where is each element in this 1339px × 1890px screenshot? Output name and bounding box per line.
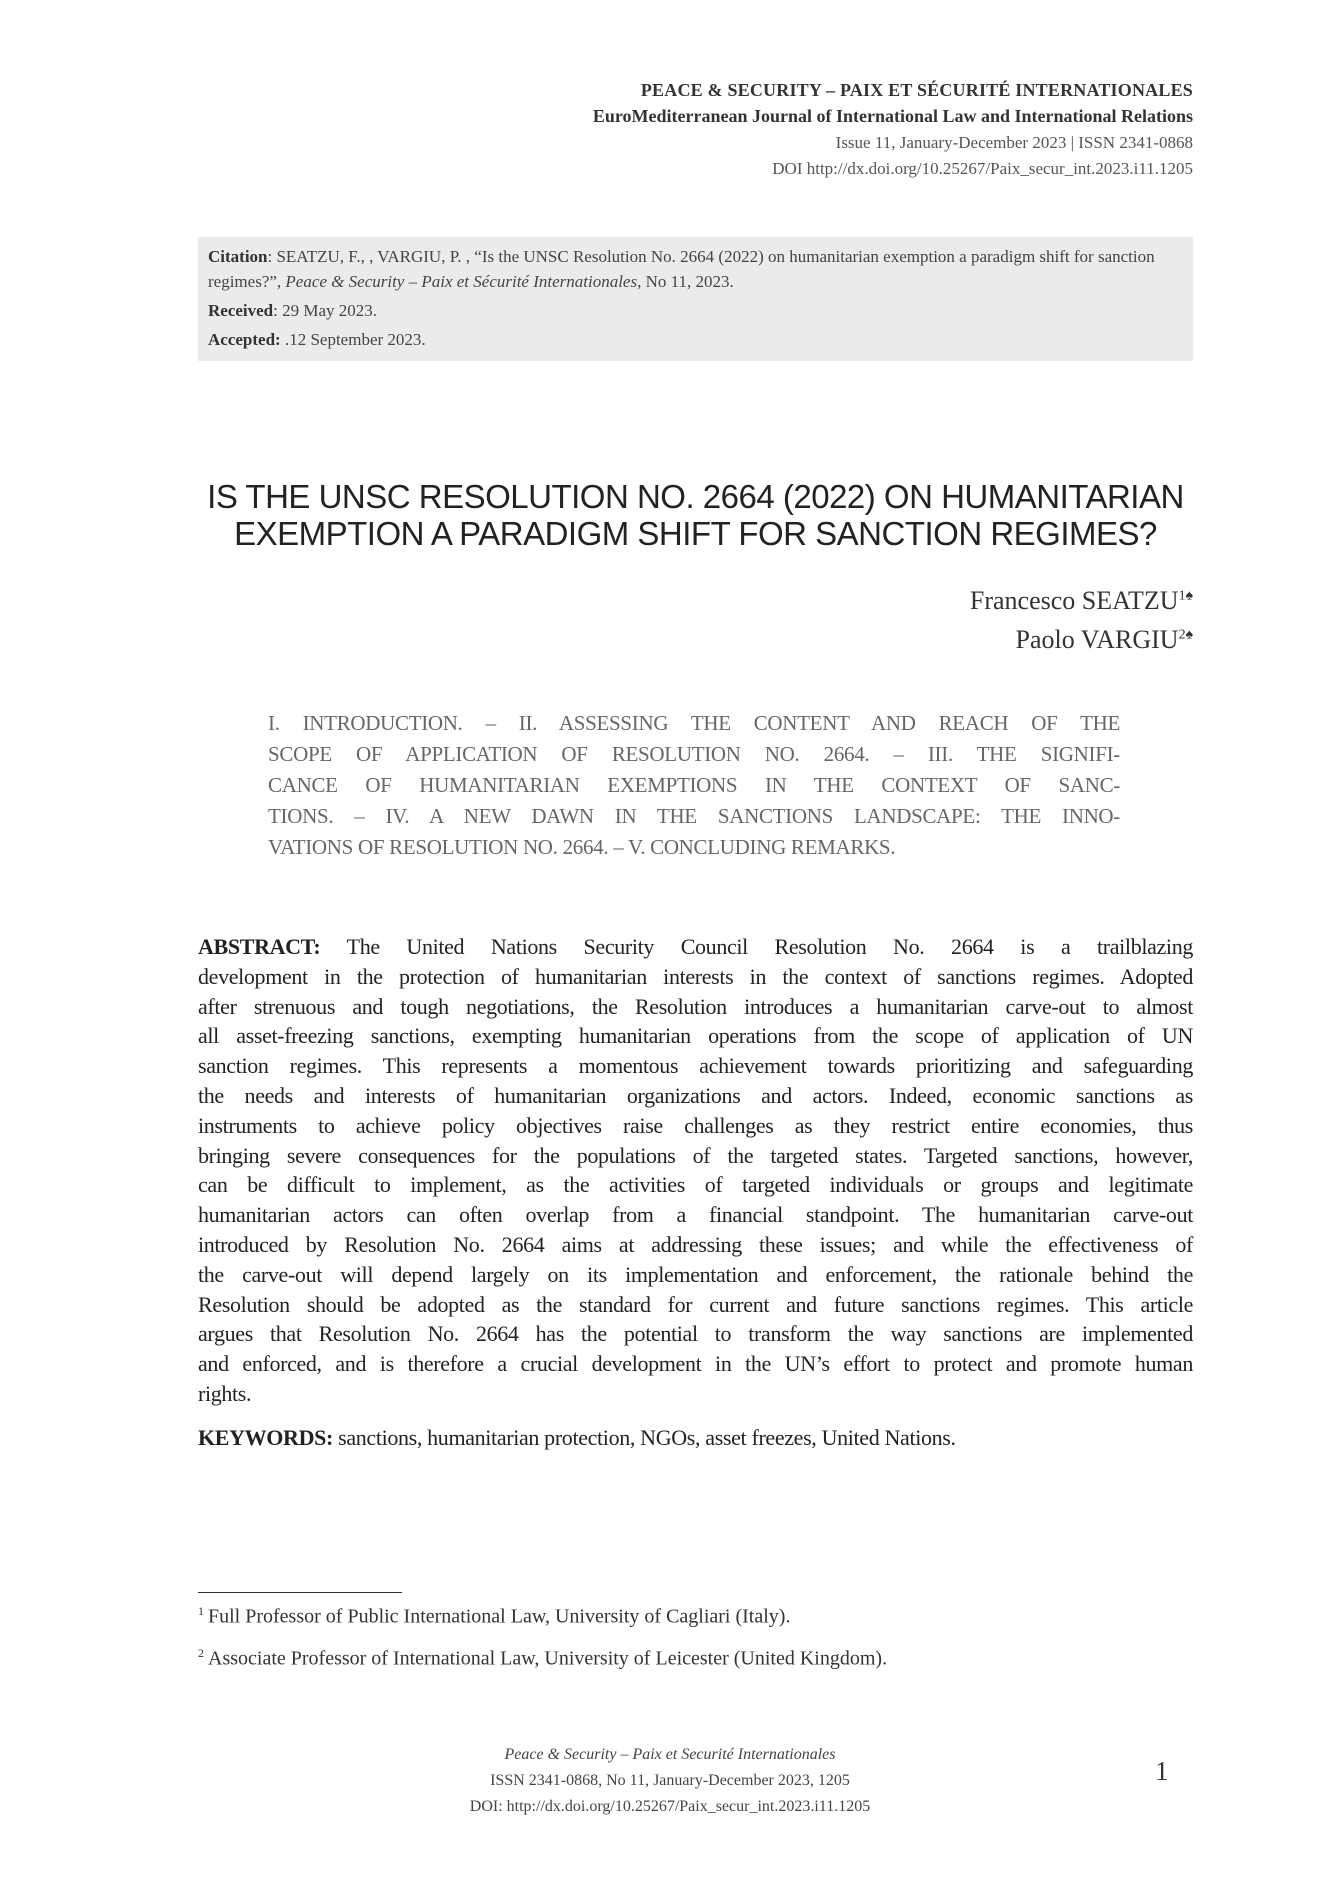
abstract-line: the carve-out will depend largely on its implementation and enforcement, the rationale behind the [198, 1261, 1193, 1287]
citation-text: : SEATZU, F., , VARGIU, P. , “Is the UNSC Resolution No. 2664 (2022) on humanitarian exemption a paradigm shift for sanction regimes?”, [208, 247, 1155, 291]
footnote-number: 2 [198, 1646, 204, 1660]
toc-line: I. INTRODUCTION. – II. ASSESSING THE CONTENT AND REACH OF THE [268, 711, 1120, 735]
footnote-mark[interactable]: 2♠ [1178, 627, 1193, 643]
journal-name: PEACE & SECURITY – PAIX ET SÉCURITÉ INTERNATIONALES [640, 80, 1193, 100]
abstract-line: and enforced, and is therefore a crucial development in the UN’s effort to protect and promote human [198, 1351, 1193, 1377]
abstract-line [198, 932, 1193, 962]
page-number: 1 [1155, 1756, 1169, 1786]
abstract-line: sanction regimes. This represents a momentous achievement towards prioritizing and safeguarding [198, 1053, 1193, 1079]
footnote-text: Full Professor of Public International Law, University of Cagliari (Italy). [208, 1605, 791, 1628]
citation-journal: Peace & Security – Paix et Sécurité Internationales [285, 272, 638, 291]
abstract-line: can be difficult to implement, as the activities of targeted individuals or groups and legitimate [198, 1172, 1193, 1198]
doi-header: DOI http://dx.doi.org/10.25267/Paix_secur_int.2023.i11.1205 [772, 159, 1193, 178]
abstract-line: after strenuous and tough negotiations, the Resolution introduces a humanitarian carve-out to almost [198, 993, 1193, 1019]
citation-tail: , No 11, 2023. [637, 272, 734, 291]
author-name: Paolo VARGIU [1015, 625, 1179, 654]
abstract-line: Resolution should be adopted as the standard for current and future sanctions regimes. This article [198, 1291, 1193, 1317]
abstract-line: humanitarian actors can often overlap from a financial standpoint. The humanitarian carve-out [198, 1202, 1193, 1228]
footnote-rule [198, 1592, 402, 1593]
author-name: Francesco SEATZU [969, 586, 1179, 615]
toc-line: VATIONS OF RESOLUTION NO. 2664. – V. CONCLUDING REMARKS. [268, 835, 896, 859]
received-label: Received [208, 301, 274, 320]
toc-line: CANCE OF HUMANITARIAN EXEMPTIONS IN THE CONTEXT OF SANC- [268, 773, 1120, 797]
footer-doi: DOI: http://dx.doi.org/10.25267/Paix_secur_int.2023.i11.1205 [469, 1798, 871, 1815]
journal-subtitle: EuroMediterranean Journal of International Law and International Relations [592, 106, 1193, 126]
author-2 [1016, 625, 1193, 655]
footer-journal: Peace & Security – Paix et Securité Internationales [504, 1746, 836, 1763]
keywords-label: KEYWORDS: [198, 1425, 333, 1450]
footnote-text: Associate Professor of International Law, University of Leicester (United Kingdom). [208, 1647, 888, 1670]
received [208, 298, 1183, 323]
abstract-text: The United Nations Security Council Resolution No. 2664 is a trailblazing [320, 934, 1193, 959]
accepted-label: Accepted: [208, 330, 281, 349]
footer-issn: ISSN 2341-0868, No 11, January-December 2023, 1205 [490, 1772, 850, 1789]
accepted-date: .12 September 2023. [280, 330, 426, 349]
received-date: : 29 May 2023. [273, 301, 378, 320]
abstract [198, 932, 1193, 1409]
abstract-line: bringing severe consequences for the populations of the targeted states. Targeted sanctions, however, [198, 1142, 1193, 1168]
abstract-line: argues that Resolution No. 2664 has the potential to transform the way sanctions are implemented [198, 1321, 1193, 1347]
toc-line: TIONS. – IV. A NEW DAWN IN THE SANCTIONS LANDSCAPE: THE INNO- [268, 804, 1120, 828]
footnote-mark[interactable]: 1♠ [1178, 588, 1193, 604]
title-line: EXEMPTION A PARADIGM SHIFT FOR SANCTION REGIMES? [234, 515, 1157, 552]
keywords [198, 1425, 956, 1451]
title-line: IS THE UNSC RESOLUTION NO. 2664 (2022) ON HUMANITARIAN [207, 478, 1184, 515]
accepted [208, 327, 1183, 352]
article-title [198, 478, 1193, 552]
citation-box [198, 237, 1193, 361]
toc-line: SCOPE OF APPLICATION OF RESOLUTION NO. 2664. – III. THE SIGNIFI- [268, 742, 1120, 766]
issue-info: Issue 11, January-December 2023 | ISSN 2341-0868 [835, 133, 1193, 152]
abstract-line: instruments to achieve policy objectives raise challenges as they restrict entire economies, thus [198, 1112, 1193, 1138]
abstract-label: ABSTRACT: [198, 934, 321, 959]
citation-label: Citation [208, 247, 268, 266]
footnote-number: 1 [198, 1604, 204, 1618]
keywords-text: sanctions, humanitarian protection, NGOs, asset freezes, United Nations. [332, 1425, 956, 1450]
abstract-line: all asset-freezing sanctions, exempting humanitarian operations from the scope of application of UN [198, 1023, 1193, 1049]
abstract-line: rights. [198, 1380, 252, 1406]
abstract-line: introduced by Resolution No. 2664 aims at addressing these issues; and while the effectiveness of [198, 1231, 1193, 1257]
table-of-contents [268, 708, 1120, 863]
abstract-line: development in the protection of humanitarian interests in the context of sanctions regimes. Adopted [198, 963, 1193, 989]
citation [208, 244, 1183, 294]
footnote-1 [198, 1604, 790, 1629]
abstract-line: the needs and interests of humanitarian organizations and actors. Indeed, economic sanctions as [198, 1082, 1193, 1108]
author-1 [970, 586, 1193, 616]
footnote-2 [198, 1646, 887, 1671]
